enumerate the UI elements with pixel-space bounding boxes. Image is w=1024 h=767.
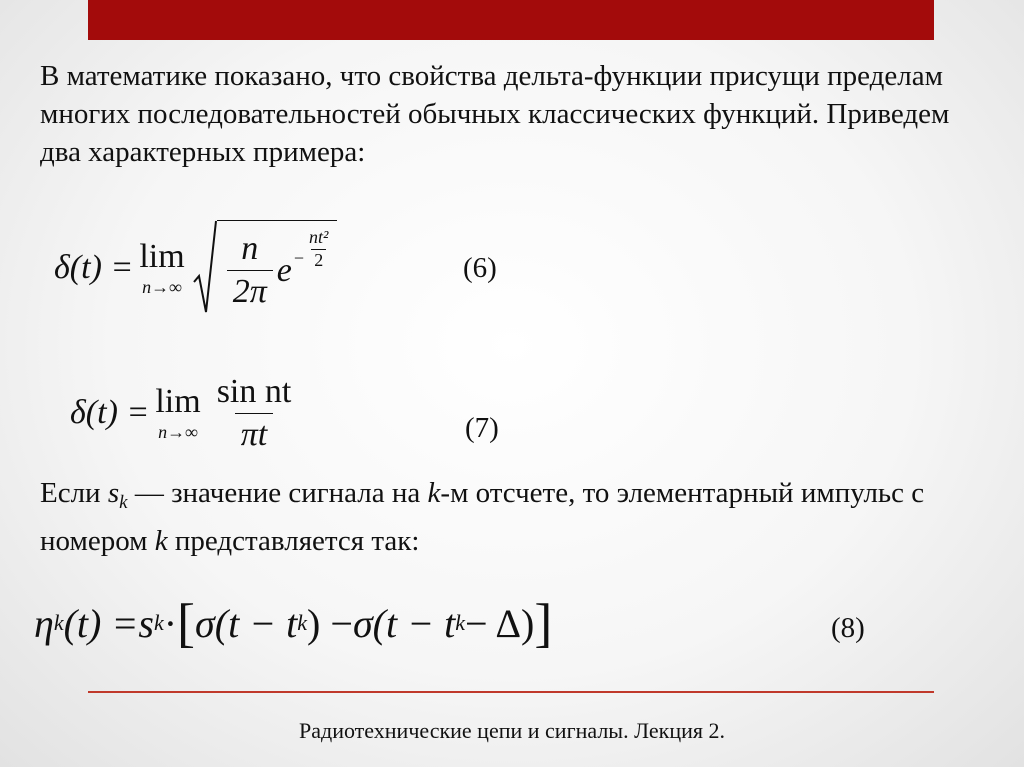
formula-8-arg: (t) = [63,600,139,646]
footer-divider [88,691,934,693]
signal-text-part2: — значение сигнала на [127,477,428,509]
top-banner [88,0,934,40]
formula-6-exp-num: nt² [308,226,329,247]
formula-6-fraction [227,230,273,311]
equation-number-8: (8) [831,612,865,644]
radical-sign-icon [193,220,217,316]
formula-8-term1: σ(t − t [195,600,298,646]
formula-8-open-bracket: [ [177,593,196,653]
formula-6-frac-num: n [241,230,259,267]
formula-7-frac-den: πt [235,413,273,454]
signal-text-part1: Если [40,477,108,509]
formula-8-term1-sub: k [297,610,308,635]
signal-k-italic-2: k [154,525,168,557]
formula-8-close2: − Δ) [464,600,535,646]
equation-number-6: (6) [463,252,497,284]
signal-text-part3: -м отсчете, то элементарный импульс с номером [40,477,925,557]
formula-8-term2: σ(t − t [352,600,456,646]
formula-8-dot: · [163,600,178,646]
formula-6-exp-den: 2 [311,249,326,271]
intro-paragraph: В математике показано, что свойства дельта-функции присущи пределам многих последовательностей обычных классических функций. Приведем два характерных примера: [40,60,950,168]
formula-8-close1: ) − [307,600,353,646]
formula-6-limit [139,240,184,296]
formula-6-lhs: δ(t) = [54,249,134,286]
formula-7-limit [155,385,200,441]
formula-6-lim-sub: n→∞ [142,277,182,297]
formula-8-eta: η [34,600,54,646]
formula-8-term2-sub: k [455,610,465,635]
formula-7-lim-word: lim [155,383,201,420]
formula-6-sqrt-body [217,220,338,316]
signal-k-subscript: k [119,492,128,513]
signal-paragraph [40,474,980,560]
formula-7-lim-sub: n→∞ [158,422,198,442]
footer-caption: Радиотехнические цепи и сигналы. Лекция 2. [299,718,725,743]
formula-6-sqrt [193,220,338,316]
formula-6-e: e [276,251,292,289]
signal-s-symbol: s [107,477,120,509]
formula-6-frac-den: 2π [227,270,273,311]
formula-7-frac-num: sin nt [216,372,292,410]
formula-7-lhs: δ(t) = [70,394,150,431]
formula-6 [54,218,337,318]
formula-8-close-bracket: ] [534,593,553,653]
formula-7 [70,368,301,458]
formula-8-s-sub: k [153,610,164,635]
equation-number-7: (7) [465,412,499,444]
formula-7-fraction [211,373,298,454]
formula-6-exp-sign: − [293,248,304,268]
formula-6-lim-word: lim [139,238,185,275]
formula-6-exponent [294,227,332,271]
signal-text-part4: представляется так: [167,525,420,557]
formula-8-s: s [138,600,154,646]
formula-8 [34,588,552,658]
signal-k-italic: k [427,477,441,509]
formula-8-eta-sub: k [53,610,64,635]
